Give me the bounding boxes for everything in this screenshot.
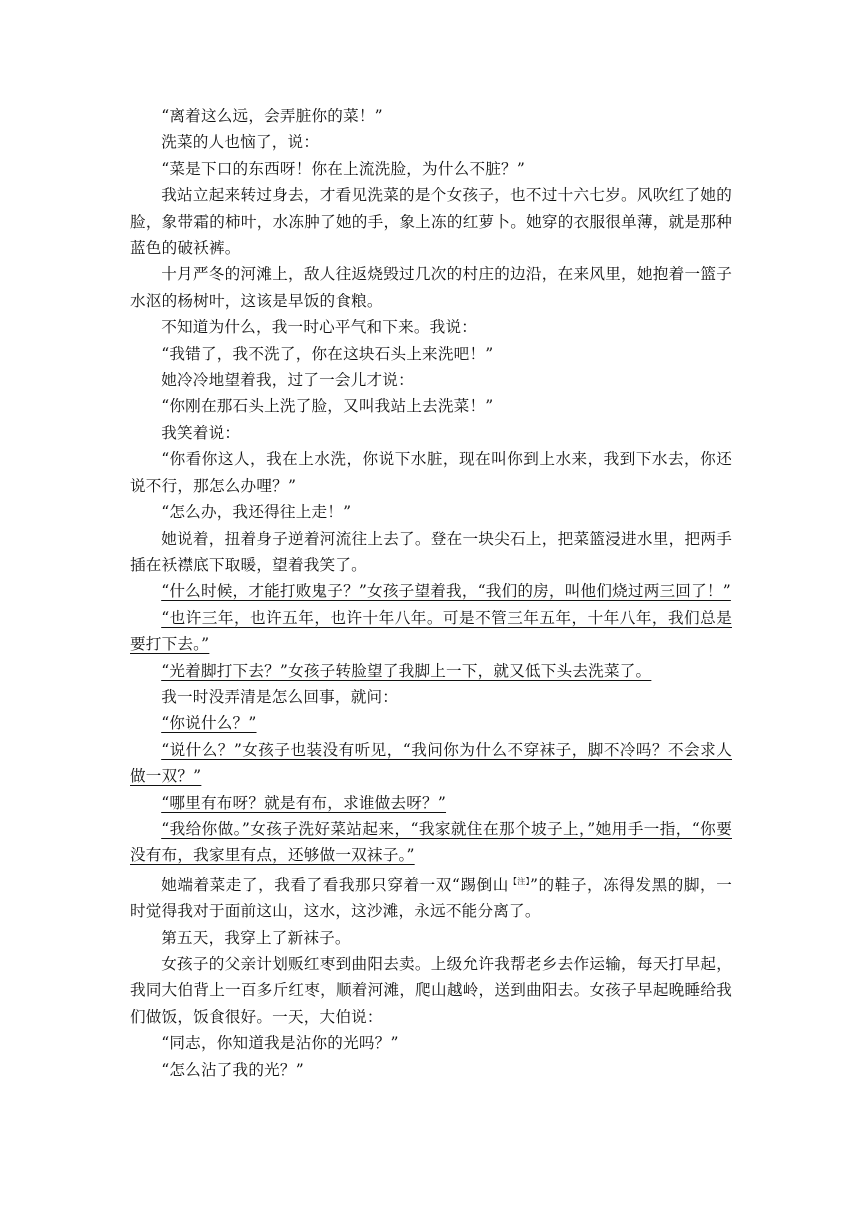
paragraph xyxy=(130,420,732,446)
paragraph-text: “也许三年，也许五年，也许十年八年。可是不管三年五年，十年八年，我们总是要打下去。” xyxy=(130,608,732,654)
paragraph xyxy=(130,869,732,925)
paragraph xyxy=(130,314,732,340)
paragraph-text: “你说什么？” xyxy=(161,714,257,733)
paragraph-text-continued: ”的鞋子，冻得发黑的脚，一时觉得我对于面前这山，这水，这沙滩，永远不能分离了。 xyxy=(130,875,732,921)
paragraph xyxy=(130,393,732,419)
paragraph-text: 她冷冷地望着我，过了一会儿才说： xyxy=(161,371,414,390)
underlined-paragraph xyxy=(130,658,732,684)
paragraph-text: 我一时没弄清是怎么回事，就问： xyxy=(161,687,399,706)
paragraph xyxy=(130,367,732,393)
underlined-paragraph xyxy=(130,816,732,869)
footnote-marker: 【注】 xyxy=(508,876,530,886)
paragraph-text: 不知道为什么，我一时心平气和下来。我说： xyxy=(161,318,478,337)
underlined-paragraph xyxy=(130,605,732,658)
paragraph xyxy=(130,526,732,579)
paragraph-text: 洗菜的人也恼了，说： xyxy=(161,133,320,152)
text-body xyxy=(130,103,732,1083)
paragraph-text: “怎么办，我还得往上走！” xyxy=(161,503,352,522)
paragraph-text: 女孩子的父亲计划贩红枣到曲阳去卖。上级允许我帮老乡去作运输，每天打早起，我同大伯背上一百多斤红枣，顺着河滩，爬山越岭，送到曲阳去。女孩子早起晚睡给我们做饭，饭食很好。一天，大伯说： xyxy=(130,955,732,1026)
paragraph xyxy=(130,261,732,314)
paragraph xyxy=(130,182,732,261)
paragraph xyxy=(130,925,732,951)
paragraph-text: 我站立起来转过身去，才看见洗菜的是个女孩子，也不过十六七岁。风吹红了她的脸，象带霜的柿叶，水冻肿了她的手，象上冻的红萝卜。她穿的衣服很单薄，就是那种蓝色的破袄裤。 xyxy=(130,186,732,258)
paragraph-text: “离着这么远，会弄脏你的菜！” xyxy=(161,107,383,125)
paragraph-text: “什么时候，才能打败鬼子？”女孩子望着我，“我们的房，叫他们烧过两三回了！” xyxy=(161,582,731,601)
paragraph xyxy=(130,156,732,182)
underlined-paragraph xyxy=(130,710,732,736)
paragraph-text: 十月严冬的河滩上，敌人往返烧毁过几次的村庄的边沿，在来风里，她抱着一篮子水沤的杨树叶，这该是早饭的食粮。 xyxy=(130,265,732,310)
paragraph-text: “你刚在那石头上洗了脸，又叫我站上去洗菜！” xyxy=(161,397,494,416)
paragraph-text: “我给你做。”女孩子洗好菜站起来，“我家就住在那个坡子上，”她用手一指，“你要没有布，我家里有点，还够做一双袜子。” xyxy=(130,819,732,865)
paragraph-text: “我错了，我不洗了，你在这块石头上来洗吧！” xyxy=(161,344,494,363)
paragraph-text: 她说着，扭着身子逆着河流往上去了。登在一块尖石上，把菜篮浸进水里，把两手插在袄襟底下取暖，望着我笑了。 xyxy=(130,529,732,574)
paragraph-text: “同志，你知道我是沾你的光吗？” xyxy=(161,1034,399,1053)
paragraph-text: “菜是下口的东西呀！你在上流洗脸，为什么不脏？” xyxy=(161,159,525,178)
paragraph xyxy=(130,341,732,367)
paragraph xyxy=(130,499,732,525)
paragraph-text: “说什么？”女孩子也装没有听见，“我问你为什么不穿袜子，脚不冷吗？不会求人做一双？” xyxy=(130,740,732,786)
underlined-paragraph xyxy=(130,737,732,790)
paragraph-text: “光着脚打下去？”女孩子转脸望了我脚上一下，就又低下头去洗菜了。 xyxy=(161,661,652,680)
underlined-paragraph xyxy=(130,790,732,816)
paragraph xyxy=(130,1057,732,1083)
paragraph-text: “你看你这人，我在上水洗，你说下水脏，现在叫你到上水来，我到下水去，你还说不行，那怎么办哩？” xyxy=(130,450,732,495)
paragraph xyxy=(130,1030,732,1056)
paragraph-text: 第五天，我穿上了新袜子。 xyxy=(161,928,351,947)
paragraph xyxy=(130,129,732,155)
paragraph-text: 我笑着说： xyxy=(161,423,241,442)
paragraph xyxy=(130,684,732,710)
paragraph xyxy=(130,446,732,499)
paragraph xyxy=(130,951,732,1030)
underlined-paragraph xyxy=(130,578,732,604)
paragraph xyxy=(130,103,732,129)
paragraph-text: 她端着菜走了，我看了看我那只穿着一双“踢倒山 xyxy=(161,875,509,894)
paragraph-text: “哪里有布呀？就是有布，求谁做去呀？” xyxy=(161,793,447,812)
paragraph-text: “怎么沾了我的光？” xyxy=(161,1060,304,1079)
